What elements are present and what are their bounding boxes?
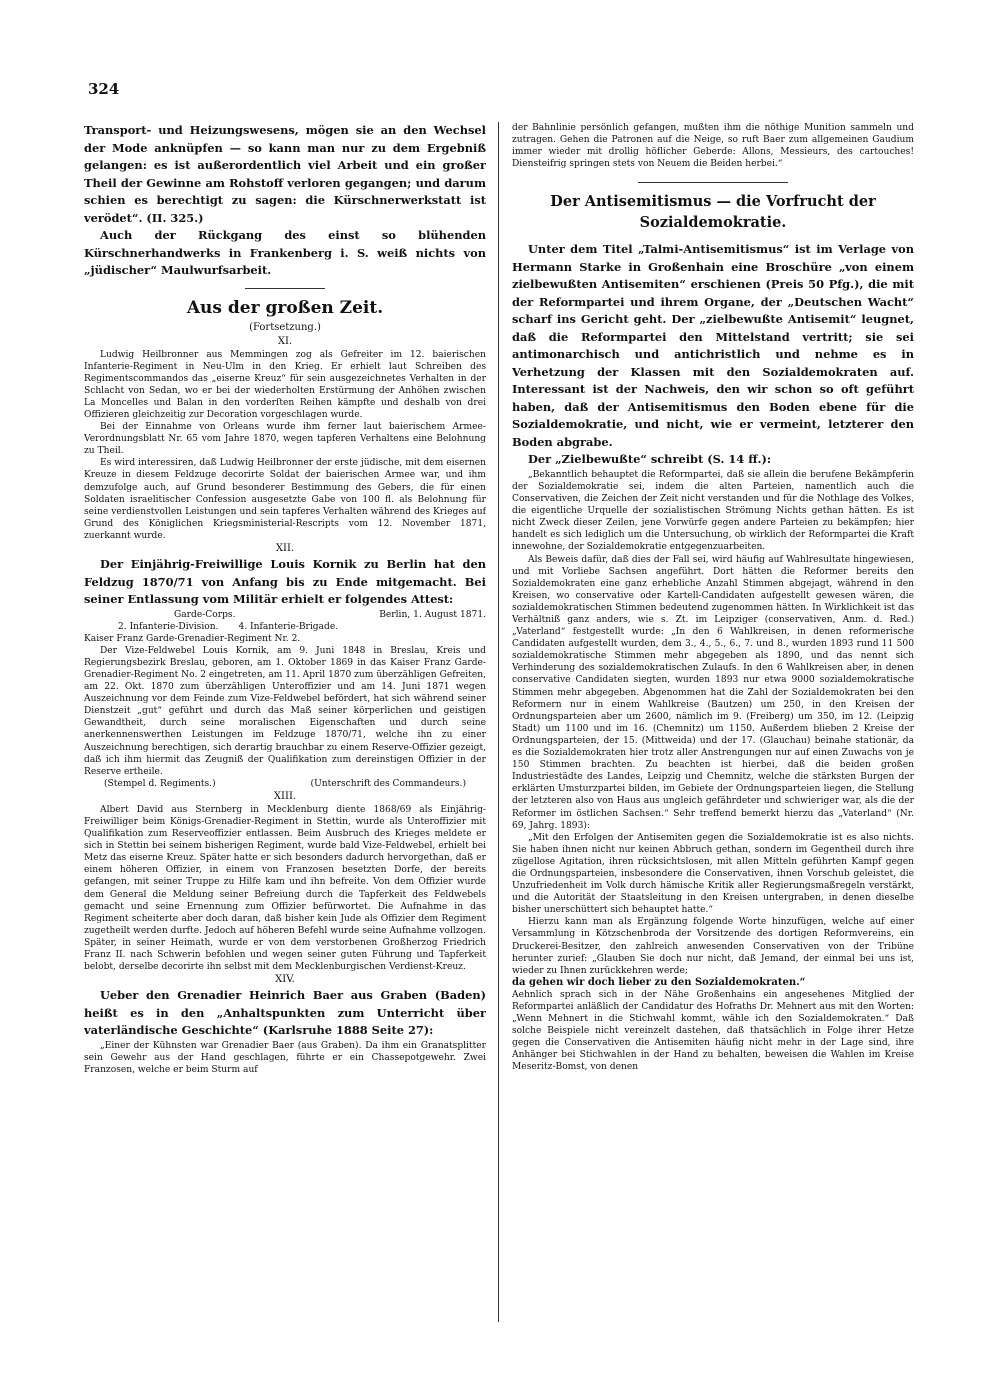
paragraph: Ludwig Heilbronner aus Memmingen zog als Gefreiter im 12. baierischen Infanterie-Regiment in Neu-Ulm in den Krieg. Er erhielt laut Schreiben des Regimentscommandos das „eiserne Kreuz“ für sein ausgezeichnetes Verhalten in der Schlacht von Sedan, wo er bei der wiederholten Erstürmung der Anhöhen zwischen La Moncelles und Balan in den vorderſten Reihen kämpfte und deshalb von drei Offizieren gleichzeitig zur Decoration vorgeschlagen wurde. [84, 349, 486, 420]
left-column [84, 122, 486, 1302]
paragraph: Albert David aus Sternberg in Mecklenburg diente 1868/69 als Einjährig-Freiwilliger beim Königs-Grenadier-Regiment in Stettin, wurde als Unteroffizier mit Qualifikation zum Reserveoffizier entlassen. Beim Ausbruch des Krieges meldete er sich in Stettin bei seinem bisherigen Regiment, wurde bald Vize-Feldwebel, erhielt bei Metz das eiserne Kreuz. Später hatte er sich besonders dadurch hervorgethan, daß er einem höheren Offizier, in einem von Franzosen besetzten Dorfe, der bereits gefangen, mit seiner Truppe zu Hilfe kam und ihn befreite. Von dem Offizier wurde dem General die Meldung seiner Befreiung durch die Tapferkeit des Feldwebels gemacht und seine Ernennung zum Offizier befürwortet. Die Aufnahme in das Regiment scheiterte aber doch daran, daß bisher kein Jude als Offizier dem Regiment zugetheilt werden durfte. Jedoch auf höheren Befehl wurde seine Aufnahme vollzogen. Später, in seiner Heimath, wurde er von dem verstorbenen Großherzog Friedrich Franz II. nach Schwerin befohlen und wegen seiner guten Führung und Tapferkeit belobt, derselbe decorirte ihn selbst mit dem Mecklenburgischen Verdienst-Kreuz. [84, 804, 486, 973]
attest-brigade: 4. Infanterie-Brigade. [238, 621, 339, 632]
roman-numeral: XIII. [273, 790, 297, 802]
paragraph: Es wird interessiren, daß Ludwig Heilbronner der erste jüdische, mit dem eisernen Kreuze in diesem Feldzuge decorirte Soldat der baierischen Armee war, und ihm demzufolge auch, auf Grund besonderer Bestimmung des Gebers, die für einen Soldaten israelitischer Confession ausgesetzte Gabe von 100 fl. als Belohnung für seine verdienstvollen Leistungen und sein tapferes Verhalten während des Krieges auf Grund des Königlichen Kriegsministerial-Rescripts vom 12. November 1871, zuerkannt wurde. [84, 458, 486, 541]
paragraph: Der Einjährig-Freiwillige Louis Kornik zu Berlin hat den Feldzug 1870/71 von Anfang bis zu Ende mitgemacht. Bei seiner Entlassung vom Militär erhielt er folgendes Attest: [84, 557, 486, 606]
attest-regiment: Kaiser Franz Garde-Grenadier-Regiment Nr. 2. [84, 633, 301, 644]
column-rule [498, 122, 499, 1322]
paragraph: Der „Zielbewußte“ schreibt (S. 14 ff.): [528, 452, 772, 467]
attest-place-date: Berlin, 1. August 1871. [379, 609, 486, 620]
bold-quote: da gehen wir doch lieber zu den Sozialdemokraten.“ [512, 976, 806, 988]
roman-numeral: XI. [277, 335, 293, 347]
paragraph: Auch der Rückgang des einst so blühenden Kürschnerhandwerks in Frankenberg i. S. weiß nichts von „jüdischer“ Maulwurfsarbeit. [84, 228, 486, 277]
article-heading-line1: Der Antisemitismus — die Vorfrucht der [550, 193, 876, 211]
paragraph: Bei der Einnahme von Orleans wurde ihm ferner laut baierischem Armee-Verordnungsblatt Nr. 65 vom Jahre 1870, wegen tapferen Verhaltens eine Belohnung zu Theil. [84, 422, 486, 457]
paragraph: Aehnlich sprach sich in der Nähe Großenhains ein angesehenes Mitglied der Reformpartei anläßlich der Candidatur des Hofraths Dr. Mehnert aus mit den Worten: „Wenn Mehnert in die Stichwahl kommt, wähle ich den Sozialdemokraten.“ Daß solche Beispiele nicht vereinzelt dastehen, daß thatsächlich in Folge ihrer Hetze gegen die Conservativen die Antisemiten häufig nicht mehr in der Lage sind, ihre Anhänger bei Stichwahlen in der Hand zu behalten, beweisen die Wahlen im Kreise Meseritz-Bomst, von denen [512, 989, 914, 1073]
paragraph: Hierzu kann man als Ergänzung folgende Worte hinzufügen, welche auf einer Versammlung in Kötzschenbroda der Vorsitzende des dortigen Reformvereins, ein Druckerei-Besitzer, den zahlreich anwesenden Conservativen von der Tribüne herunter zurief: „Glauben Sie doch nur nicht, daß Jemand, der einmal bei uns ist, wieder zu Ihnen zurückkehren werde; [512, 917, 914, 976]
paragraph: Unter dem Titel „Talmi-Antisemitismus“ ist im Verlage von Hermann Starke in Großenhain eine Broschüre „von einem zielbewußten Antisemiten“ erschienen (Preis 50 Pfg.), die mit der Reformpartei und ihrem Organe, der „Deutschen Wacht“ scharf ins Gericht geht. Der „zielbewußte Antisemit“ leugnet, daß die Reformpartei den Mittelstand vertritt; sie sei antimonarchisch und antichristlich und nehme es in Verhetzung der Klassen mit den Sozialdemokraten auf. Interessant ist der Nachweis, den wir schon so oft geführt haben, daß der Antisemitismus den Boden ebene für die Sozialdemokratie, und nicht, wie er vermeint, letzterer den Boden abgrabe. [512, 242, 914, 449]
roman-numeral: XII. [275, 543, 295, 554]
paragraph: Ueber den Grenadier Heinrich Baer aus Graben (Baden) heißt es in den „Anhaltspunkten zum Unterricht über vaterländische Geschichte“ (Karlsruhe 1888 Seite 27): [84, 988, 486, 1038]
page-number: 324 [88, 80, 120, 98]
paragraph: Der Vize-Feldwebel Louis Kornik, am 9. Juni 1848 in Breslau, Kreis und Regierungsbezirk Breslau, geboren, am 1. Oktober 1869 in das Kaiser Franz Garde-Grenadier-Regiment No. 2 eingetreten, am 11. April 1870 zum überzähligen Gefreiten, am 22. Okt. 1870 zum überzähligen Unteroffizier und am 14. Juni 1871 wegen Auszeichnung vor dem Feinde zum Vize-Feldwebel befördert, hat sich während seiner Dienstzeit „gut“ geführt und durch das Maß seiner körperlichen und geistigen Gewandtheit, durch seine moralischen Eigenschaften und durch seine anerkennenswerthen Leistungen im Feldzuge 1870/71, welche ihn zu einer Auszeichnung berechtigen, sich derartig brauchbar zu einem Reserve-Offizier gezeigt, daß ich ihm hiermit das Zeugniß der Qualifikation zum dereinstigen Offizier in der Reserve ertheile. [84, 645, 486, 777]
section-heading: Aus der großen Zeit. [186, 297, 384, 318]
divider [245, 288, 325, 289]
right-column [512, 122, 914, 1372]
paragraph: Transport- und Heizungswesens, mögen sie an den Wechsel der Mode anknüpfen — so kann man nur zu dem Ergebniß gelangen: es ist außerordentlich viel Arbeit und ein großer Theil der Gewinne am Rohstoff verloren gegangen; und darum schien es berechtigt zu sagen: die Kürschnerwerkstatt ist verödet“. (II. 325.) [84, 123, 486, 225]
paragraph: „Bekanntlich behauptet die Reformpartei, daß sie allein die berufene Bekämpferin der Sozialdemokratie sei, indem die alten Parteien, namentlich auch die Conservativen, die Zeichen der Zeit nicht verstanden und für die Nothlage des Volkes, die eigentliche Urquelle der sozialistischen Strömung Nichts gethan hätten. Es ist nicht Zweck dieser Zeilen, jene Vorwürfe gegen andere Parteien zu bekämpfen; hier handelt es sich lediglich um die Untersuchung, ob wirklich der Reformpartei die Kraft innewohne, der Sozialdemokratie entgegenzuarbeiten. [512, 469, 914, 553]
section-subheading: (Fortsetzung.) [249, 321, 321, 333]
paragraph: „Mit den Erfolgen der Antisemiten gegen die Sozialdemokratie ist es also nichts. Sie haben ihnen nicht nur keinen Abbruch gethan, sondern im Gegentheil durch ihre zügellose Agitation, ihren rücksichtslosen, mit allen Mitteln geführten Kampf gegen die Ordnungsparteien, insbesondere die Conservativen, ihnen Vorschub geleistet, die Unzufriedenheit im Volk durch hämische Kritik aller Regierungsmaßregeln verstärkt, und die Autorität der Staatsleitung in den Kreisen untergraben, in denen dieselbe bisher unerschüttert sich behauptet hatte.“ [512, 832, 914, 916]
attest-stamp: (Stempel d. Regiments.) [104, 778, 216, 789]
paragraph: „Einer der Kühnsten war Grenadier Baer (aus Graben). Da ihm ein Granatsplitter sein Gewehr aus der Hand geschlagen, führte er ein Chassepotgewehr. Zwei Franzosen, welche er beim Sturm auf [84, 1040, 486, 1075]
attest-corps: Garde-Corps. [174, 609, 236, 620]
attest-header-row [84, 609, 486, 621]
attest-signature: (Unterschrift des Commandeurs.) [310, 778, 466, 789]
paragraph: der Bahnlinie persönlich gefangen, mußten ihm die nöthige Munition sammeln und zutragen. Gehen die Patronen auf die Neige, so ruft Baer zum allgemeinen Gaudium immer wieder mit drollig höflicher Geberde: Allons, Messieurs, des cartouches! Diensteifrig springen stets von Neuem die Beiden herbei.“ [512, 123, 914, 170]
divider [638, 182, 788, 183]
article-heading-line2: Sozialdemokratie. [639, 214, 787, 232]
paragraph: Als Beweis dafür, daß dies der Fall sei, wird häufig auf Wahlresultate hingewiesen, und mit Vorliebe Sachsen angeführt. Dort hätten die Reformer bereits den Sozialdemokraten eine ganz erhebliche Anzahl Stimmen abgejagt, während in den Kreisen, wo conservative oder Kartell-Candidaten aufgestellt gewesen wären, die sozialdemokratischen Stimmen bedeutend zugenommen hätten. In Wirklichkeit ist das Verhältniß ganz anders, wie s. Zt. im Leipziger (conservativen, Anm. d. Red.) „Vaterland“ festgestellt wurde: „In den 6 Wahlkreisen, in denen reformerische Candidaten aufgestellt wurden, dem 3., 4., 5., 6., 7. und 8., wurden 1893 rund 11 500 sozialdemokratische Stimmen mehr abgegeben als 1890, und das nennt sich Verhinderung des sozialdemokratischen Zulaufs. In den 6 Wahlkreisen aber, in denen conservative Candidaten siegten, wurden 1893 nur etwa 9000 sozialdemokratische Stimmen mehr abgegeben. Abgenommen hat die Zahl der Sozialdemokraten bei den Reformern nur in einem Wahlkreise (Bautzen) um 250, in den Kreisen der Ordnungsparteien aber um 2600, nämlich im 9. (Freiberg) um 350, im 12. (Leipzig Stadt) um 1100 und im 16. (Chemnitz) um 1150. Außerdem blieben 2 Kreise der Ordnungsparteien, der 15. (Mittweida) und der 17. (Glauchau) beinahe stationär, da es die Sozialdemokraten hier trotz aller Anstrengungen nur auf einen Zuwachs von je 150 Stimmen brachten. Zu beachten ist hierbei, daß die beiden großen Industriestädte des Landes, Leipzig und Chemnitz, welche die stärksten Burgen der erklärten Umsturzpartei bilden, im Gebiete der Ordnungsparteien liegen, die Stellung der letzteren also von Haus aus ungleich gefährdeter und schwieriger war, als die der Reformer im östlichen Sachsen.“ Sehr treffend bemerkt hierzu das „Vaterland“ (Nr. 69, Jahrg. 1893): [512, 554, 914, 831]
article-heading [512, 191, 914, 233]
attest-units-row [84, 621, 486, 633]
roman-numeral: XIV. [275, 974, 295, 986]
attest-signature-row [84, 778, 486, 790]
attest-division: 2. Infanterie-Division. [118, 621, 219, 632]
